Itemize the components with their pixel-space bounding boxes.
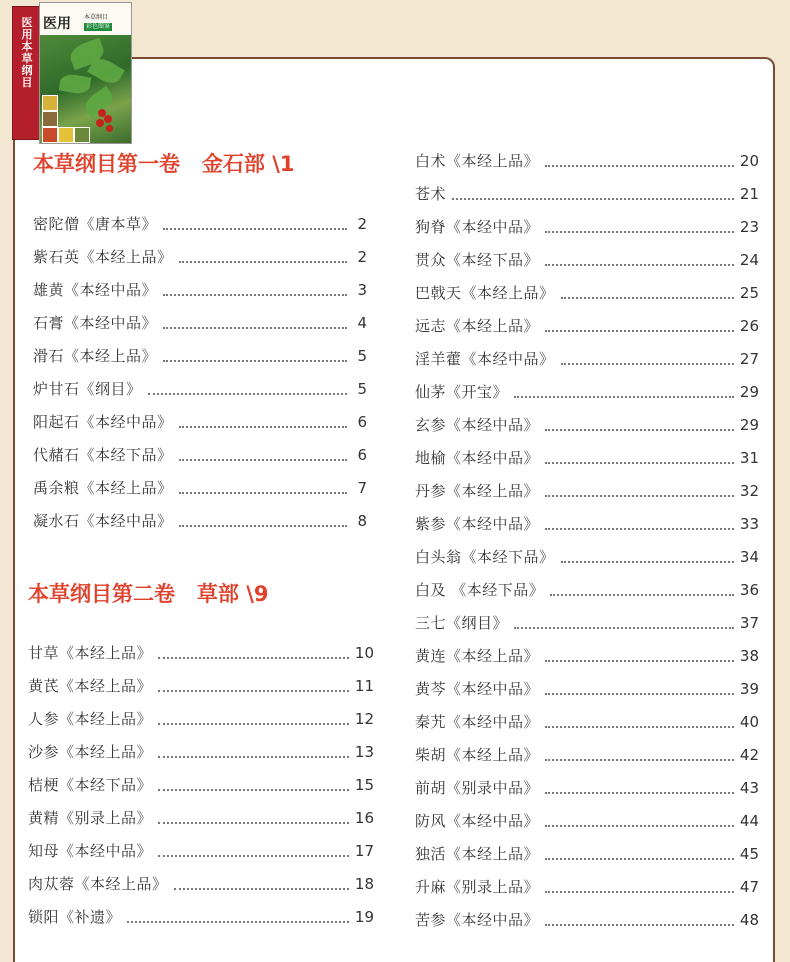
toc-entry[interactable] xyxy=(415,375,759,408)
toc-entry-page: 27 xyxy=(739,349,759,368)
toc-entry-name: 黄连《本经上品》 xyxy=(415,647,540,665)
leader-dots xyxy=(550,594,734,596)
toc-entry-page: 2 xyxy=(357,214,367,233)
section-title-volume-1: 本草纲目第一卷 金石部 \1 xyxy=(33,152,295,176)
toc-entry-page: 7 xyxy=(357,478,367,497)
toc-entry[interactable] xyxy=(28,636,374,669)
toc-entry[interactable] xyxy=(415,903,759,936)
toc-entry-page: 45 xyxy=(739,844,759,863)
toc-entry-page: 15 xyxy=(354,775,374,794)
toc-entry-page: 47 xyxy=(739,877,759,896)
leader-dots xyxy=(561,297,734,299)
leader-dots xyxy=(158,723,349,725)
toc-entry[interactable] xyxy=(33,306,367,339)
toc-entry[interactable] xyxy=(33,273,367,306)
toc-entry-page: 2 xyxy=(357,247,367,266)
leader-dots xyxy=(545,231,734,233)
leader-dots xyxy=(545,792,734,794)
toc-entry[interactable] xyxy=(415,837,759,870)
leader-dots xyxy=(179,492,347,494)
leader-dots xyxy=(163,228,347,230)
toc-entry[interactable] xyxy=(33,339,367,372)
toc-entry-name: 白术《本经上品》 xyxy=(415,152,540,170)
toc-entry[interactable] xyxy=(28,669,374,702)
toc-entry-name: 密陀僧《唐本草》 xyxy=(33,215,158,233)
leader-dots xyxy=(163,327,347,329)
toc-entry-page: 16 xyxy=(354,808,374,827)
toc-entry-page: 31 xyxy=(739,448,759,467)
leader-dots xyxy=(158,756,349,758)
toc-entry-page: 12 xyxy=(354,709,374,728)
toc-entry-page: 23 xyxy=(739,217,759,236)
leader-dots xyxy=(514,396,734,398)
book-spine-title: 医用本草纲目 xyxy=(21,16,33,89)
toc-entry[interactable] xyxy=(415,705,759,738)
leader-dots xyxy=(158,855,349,857)
toc-entry[interactable] xyxy=(415,870,759,903)
toc-list-volume-2 xyxy=(28,636,374,933)
toc-entry[interactable] xyxy=(415,276,759,309)
toc-entry-name: 淫羊藿《本经中品》 xyxy=(415,350,555,368)
toc-entry-name: 肉苁蓉《本经上品》 xyxy=(28,875,168,893)
leader-dots xyxy=(545,924,734,926)
leader-dots xyxy=(174,888,349,890)
toc-entry-page: 19 xyxy=(354,907,374,926)
toc-entry[interactable] xyxy=(33,405,367,438)
toc-entry[interactable] xyxy=(28,867,374,900)
toc-entry[interactable] xyxy=(415,573,759,606)
toc-entry-page: 8 xyxy=(357,511,367,530)
leader-dots xyxy=(561,561,734,563)
toc-entry[interactable] xyxy=(28,735,374,768)
toc-entry-name: 秦艽《本经中品》 xyxy=(415,713,540,731)
leader-dots xyxy=(148,393,347,395)
toc-entry[interactable] xyxy=(33,240,367,273)
leader-dots xyxy=(179,525,347,527)
leader-dots xyxy=(158,822,349,824)
leader-dots xyxy=(179,426,347,428)
toc-entry-page: 24 xyxy=(739,250,759,269)
section-title-volume-2: 本草纲目第二卷 草部 \9 xyxy=(28,582,269,606)
toc-entry-page: 18 xyxy=(354,874,374,893)
toc-list-volume-1 xyxy=(33,207,367,537)
toc-entry-name: 黄芩《本经中品》 xyxy=(415,680,540,698)
toc-entry[interactable] xyxy=(33,372,367,405)
cover-plant-art xyxy=(40,35,131,143)
leader-dots xyxy=(158,789,349,791)
leader-dots xyxy=(452,198,734,200)
cover-subtitle: 本草纲目 xyxy=(84,14,109,21)
book-cover-image xyxy=(12,2,130,140)
toc-entry-name: 仙茅《开宝》 xyxy=(415,383,509,401)
toc-entry-name: 石膏《本经中品》 xyxy=(33,314,158,332)
toc-entry-name: 三七《纲目》 xyxy=(415,614,509,632)
toc-entry[interactable] xyxy=(415,408,759,441)
toc-entry-name: 黄芪《本经上品》 xyxy=(28,677,153,695)
toc-entry-page: 39 xyxy=(739,679,759,698)
toc-entry[interactable] xyxy=(415,342,759,375)
leader-dots xyxy=(158,657,349,659)
toc-entry-name: 贯众《本经下品》 xyxy=(415,251,540,269)
leader-dots xyxy=(545,528,734,530)
toc-entry-name: 防风《本经中品》 xyxy=(415,812,540,830)
toc-entry-page: 29 xyxy=(739,415,759,434)
toc-entry-name: 白头翁《本经下品》 xyxy=(415,548,555,566)
leader-dots xyxy=(545,462,734,464)
toc-entry-page: 29 xyxy=(739,382,759,401)
leader-dots xyxy=(158,690,349,692)
toc-entry-name: 紫参《本经中品》 xyxy=(415,515,540,533)
toc-entry-page: 21 xyxy=(739,184,759,203)
toc-entry-name: 滑石《本经上品》 xyxy=(33,347,158,365)
toc-entry-name: 丹参《本经上品》 xyxy=(415,482,540,500)
toc-entry-page: 26 xyxy=(739,316,759,335)
toc-entry[interactable] xyxy=(415,177,759,210)
toc-entry[interactable] xyxy=(33,207,367,240)
toc-entry-page: 13 xyxy=(354,742,374,761)
leader-dots xyxy=(545,891,734,893)
toc-entry-page: 6 xyxy=(357,412,367,431)
toc-entry-page: 20 xyxy=(739,151,759,170)
toc-entry-page: 17 xyxy=(354,841,374,860)
book-front-cover xyxy=(39,2,132,144)
toc-entry-name: 升麻《别录上品》 xyxy=(415,878,540,896)
toc-entry-name: 雄黄《本经中品》 xyxy=(33,281,158,299)
toc-entry[interactable] xyxy=(415,771,759,804)
toc-entry-page: 34 xyxy=(739,547,759,566)
toc-entry-page: 4 xyxy=(357,313,367,332)
toc-entry-page: 43 xyxy=(739,778,759,797)
toc-entry[interactable] xyxy=(415,144,759,177)
toc-entry-page: 36 xyxy=(739,580,759,599)
toc-entry-name: 人参《本经上品》 xyxy=(28,710,153,728)
toc-entry[interactable] xyxy=(28,834,374,867)
toc-entry[interactable] xyxy=(28,702,374,735)
leader-dots xyxy=(179,261,347,263)
toc-entry-name: 阳起石《本经中品》 xyxy=(33,413,173,431)
toc-entry[interactable] xyxy=(415,738,759,771)
toc-entry-page: 25 xyxy=(739,283,759,302)
book-spine xyxy=(12,6,42,140)
toc-entry-name: 凝水石《本经中品》 xyxy=(33,512,173,530)
toc-entry-name: 桔梗《本经下品》 xyxy=(28,776,153,794)
toc-entry-name: 白及 《本经下品》 xyxy=(415,581,545,599)
toc-entry[interactable] xyxy=(415,540,759,573)
leader-dots xyxy=(545,825,734,827)
leader-dots xyxy=(545,264,734,266)
toc-entry[interactable] xyxy=(415,507,759,540)
toc-entry[interactable] xyxy=(33,471,367,504)
toc-entry-page: 33 xyxy=(739,514,759,533)
toc-entry-page: 32 xyxy=(739,481,759,500)
toc-entry-name: 黄精《别录上品》 xyxy=(28,809,153,827)
toc-entry[interactable] xyxy=(415,243,759,276)
toc-entry-page: 48 xyxy=(739,910,759,929)
leader-dots xyxy=(545,693,734,695)
toc-entry-name: 锁阳《补遗》 xyxy=(28,908,122,926)
toc-entry-name: 知母《本经中品》 xyxy=(28,842,153,860)
leader-dots xyxy=(127,921,349,923)
leader-dots xyxy=(163,294,347,296)
toc-entry-name: 紫石英《本经上品》 xyxy=(33,248,173,266)
toc-entry[interactable] xyxy=(28,801,374,834)
toc-entry[interactable] xyxy=(415,639,759,672)
toc-entry-name: 苦参《本经中品》 xyxy=(415,911,540,929)
toc-entry-name: 甘草《本经上品》 xyxy=(28,644,153,662)
toc-entry-page: 42 xyxy=(739,745,759,764)
toc-entry-name: 炉甘石《纲目》 xyxy=(33,380,142,398)
toc-entry-name: 前胡《别录中品》 xyxy=(415,779,540,797)
toc-entry-page: 40 xyxy=(739,712,759,731)
cover-title: 医用 xyxy=(43,16,71,32)
leader-dots xyxy=(179,459,347,461)
toc-entry[interactable] xyxy=(415,309,759,342)
toc-entry-page: 5 xyxy=(357,346,367,365)
leader-dots xyxy=(545,858,734,860)
toc-entry-name: 玄参《本经中品》 xyxy=(415,416,540,434)
toc-entry-page: 44 xyxy=(739,811,759,830)
leader-dots xyxy=(163,360,347,362)
toc-entry[interactable] xyxy=(33,504,367,537)
toc-entry-name: 狗脊《本经中品》 xyxy=(415,218,540,236)
toc-entry[interactable] xyxy=(28,900,374,933)
toc-entry-page: 37 xyxy=(739,613,759,632)
toc-list-right-column xyxy=(415,144,759,936)
leader-dots xyxy=(545,165,734,167)
toc-entry-page: 10 xyxy=(354,643,374,662)
toc-entry-page: 6 xyxy=(357,445,367,464)
toc-entry[interactable] xyxy=(415,474,759,507)
toc-entry-name: 独活《本经上品》 xyxy=(415,845,540,863)
toc-entry-page: 38 xyxy=(739,646,759,665)
toc-entry-name: 巴戟天《本经上品》 xyxy=(415,284,555,302)
toc-entry[interactable] xyxy=(415,441,759,474)
toc-entry-name: 柴胡《本经上品》 xyxy=(415,746,540,764)
leader-dots xyxy=(545,759,734,761)
toc-entry[interactable] xyxy=(33,438,367,471)
leader-dots xyxy=(514,627,734,629)
toc-entry-name: 禹余粮《本经上品》 xyxy=(33,479,173,497)
toc-entry[interactable] xyxy=(415,210,759,243)
toc-entry-name: 地榆《本经中品》 xyxy=(415,449,540,467)
leader-dots xyxy=(545,495,734,497)
toc-entry-name: 代赭石《本经下品》 xyxy=(33,446,173,464)
leader-dots xyxy=(545,726,734,728)
toc-entry-page: 5 xyxy=(357,379,367,398)
leader-dots xyxy=(545,660,734,662)
cover-badge: 彩色图鉴 xyxy=(85,23,110,30)
toc-entry-name: 苍术 xyxy=(415,185,447,203)
toc-entry[interactable] xyxy=(415,804,759,837)
toc-entry-name: 沙参《本经上品》 xyxy=(28,743,153,761)
toc-entry-page: 3 xyxy=(357,280,367,299)
toc-entry-page: 11 xyxy=(354,676,374,695)
leader-dots xyxy=(561,363,734,365)
toc-entry[interactable] xyxy=(415,672,759,705)
toc-entry[interactable] xyxy=(28,768,374,801)
leader-dots xyxy=(545,429,734,431)
leader-dots xyxy=(545,330,734,332)
toc-entry-name: 远志《本经上品》 xyxy=(415,317,540,335)
toc-entry[interactable] xyxy=(415,606,759,639)
